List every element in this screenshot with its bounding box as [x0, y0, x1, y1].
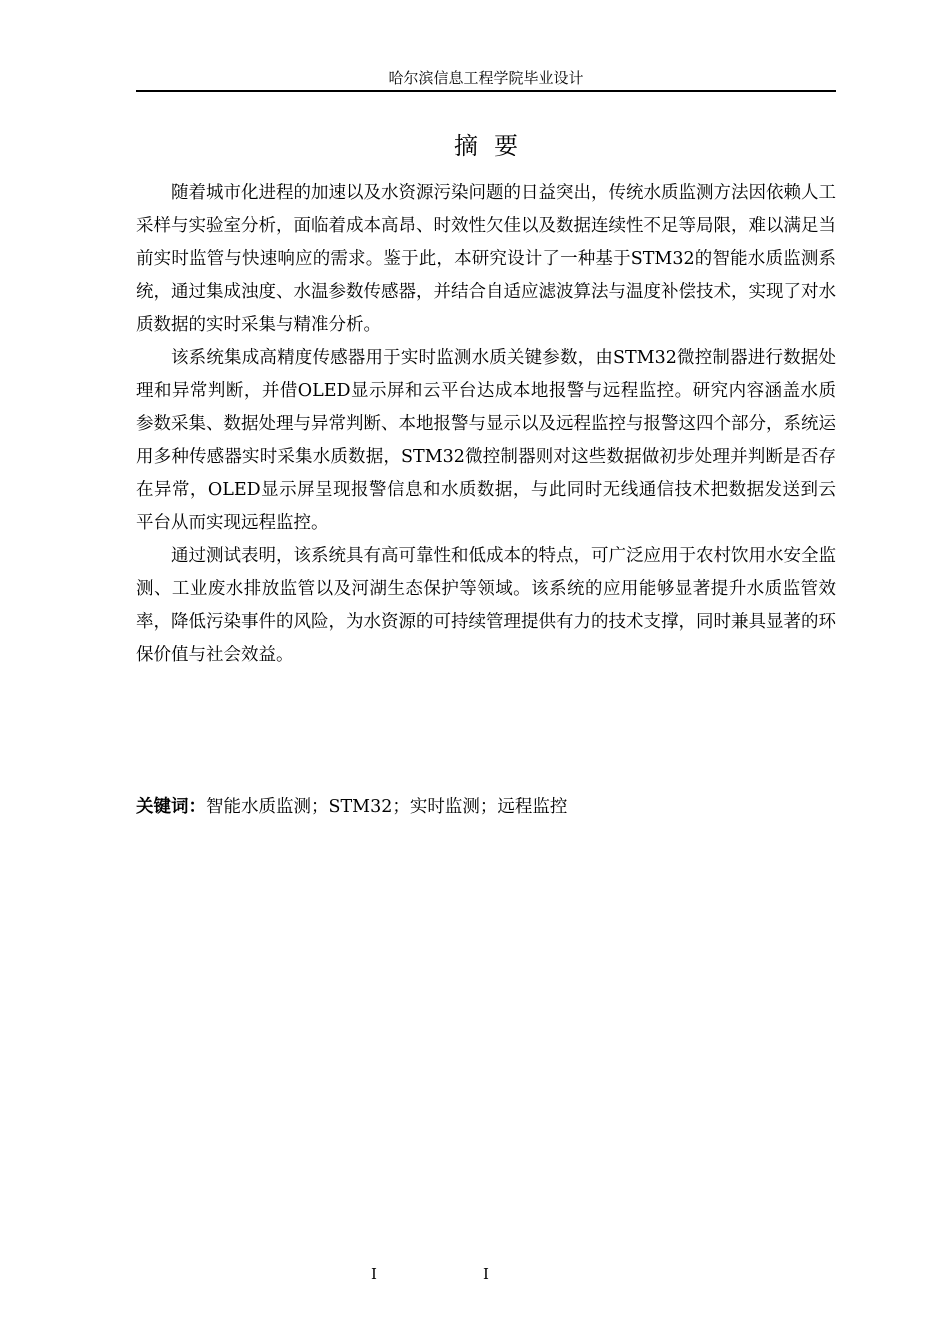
keywords-label: 关键词：: [136, 797, 206, 817]
keywords-text: 智能水质监测；STM32；实时监测；远程监控: [206, 797, 568, 817]
running-header: 哈尔滨信息工程学院毕业设计: [136, 68, 836, 92]
abstract-paragraph-2: 该系统集成高精度传感器用于实时监测水质关键参数，由STM32微控制器进行数据处理和异常判断，并借OLED显示屏和云平台达成本地报警与远程监控。研究内容涵盖水质参数采集、数据处理与异常判断、本地报警与显示以及远程监控与报警这四个部分，系统运用多种传感器实时采集水质数据，STM32微控制器则对这些数据做初步处理并判断是否存在异常，OLED显示屏呈现报警信息和水质数据，与此同时无线通信技术把数据发送到云平台从而实现远程监控。: [136, 348, 836, 533]
page-number-right: I: [483, 1265, 489, 1283]
keywords-line: [136, 791, 836, 824]
page-number-left: I: [371, 1265, 377, 1283]
abstract-body: [136, 177, 836, 672]
abstract-title: 摘要: [454, 132, 534, 160]
abstract-paragraph-3: 通过测试表明，该系统具有高可靠性和低成本的特点，可广泛应用于农村饮用水安全监测、工业废水排放监管以及河湖生态保护等领域。该系统的应用能够显著提升水质监管效率，降低污染事件的风险，为水资源的可持续管理提供有力的技术支撑，同时兼具显著的环保价值与社会效益。: [136, 546, 836, 665]
abstract-paragraph-1: 随着城市化进程的加速以及水资源污染问题的日益突出，传统水质监测方法因依赖人工采样与实验室分析，面临着成本高昂、时效性欠佳以及数据连续性不足等局限，难以满足当前实时监管与快速响应的需求。鉴于此，本研究设计了一种基于STM32的智能水质监测系统，通过集成浊度、水温参数传感器，并结合自适应滤波算法与温度补偿技术，实现了对水质数据的实时采集与精准分析。: [136, 183, 836, 335]
